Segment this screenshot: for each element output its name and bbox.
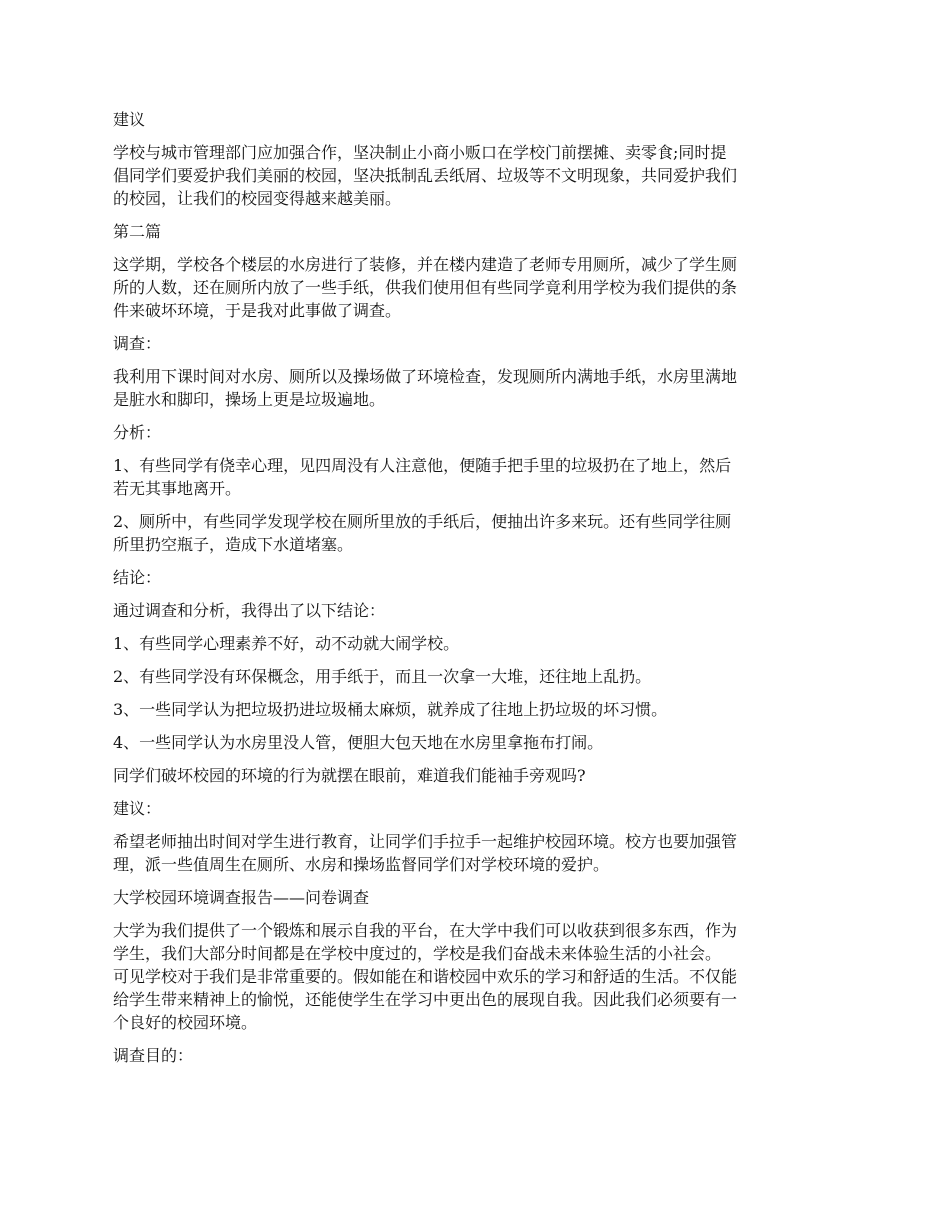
text-line: 学生，我们大部分时间都是在学校中度过的，学校是我们奋战未来体验生活的小社会。 bbox=[113, 944, 722, 963]
paragraph-suggestion-2 bbox=[113, 830, 843, 876]
text-line: 大学为我们提供了一个锻炼和展示自我的平台，在大学中我们可以收获到很多东西，作为 bbox=[113, 921, 738, 940]
text-line: 学校与城市管理部门应加强合作，坚决制止小商小贩口在学校门前摆摊、卖零食;同时提 bbox=[113, 143, 727, 162]
text-line: 这学期，学校各个楼层的水房进行了装修，并在楼内建造了老师专用厕所，减少了学生厕 bbox=[113, 255, 738, 274]
paragraph-university bbox=[113, 919, 843, 1034]
conclusion-item-3: 3、一些同学认为把垃圾扔进垃圾桶太麻烦，就养成了往地上扔垃圾的坏习惯。 bbox=[113, 700, 668, 719]
heading-survey-purpose: 调查目的： bbox=[113, 1046, 194, 1065]
heading-part-two: 第二篇 bbox=[113, 222, 162, 241]
text-line: 倡同学们要爱护我们美丽的校园，坚决抵制乱丢纸屑、垃圾等不文明现象，共同爱护我们 bbox=[113, 166, 738, 185]
conclusion-item-1: 1、有些同学心理素养不好，动不动就大闹学校。 bbox=[113, 634, 460, 653]
paragraph-investigation bbox=[113, 365, 843, 411]
heading-investigation: 调查： bbox=[113, 334, 162, 353]
paragraph-question: 同学们破坏校园的环境的行为就摆在眼前，难道我们能袖手旁观吗? bbox=[113, 766, 586, 785]
paragraph-suggestion-body bbox=[113, 141, 843, 210]
text-line: 若无其事地离开。 bbox=[113, 479, 242, 498]
text-line: 我利用下课时间对水房、厕所以及操场做了环境检查，发现厕所内满地手纸，水房里满地 bbox=[113, 367, 738, 386]
heading-survey-report: 大学校园环境调查报告——问卷调查 bbox=[113, 888, 370, 907]
text-line: 所里扔空瓶子，造成下水道堵塞。 bbox=[113, 535, 354, 554]
conclusion-item-2: 2、有些同学没有环保概念，用手纸于，而且一次拿一大堆，还往地上乱扔。 bbox=[113, 667, 652, 686]
text-line: 件来破坏环境，于是我对此事做了调查。 bbox=[113, 301, 402, 320]
analysis-item-2 bbox=[113, 510, 843, 556]
conclusion-item-4: 4、一些同学认为水房里没人管，便胆大包天地在水房里拿拖布打闹。 bbox=[113, 733, 604, 752]
text-line: 希望老师抽出时间对学生进行教育，让同学们手拉手一起维护校园环境。校方也要加强管 bbox=[113, 832, 738, 851]
heading-analysis: 分析： bbox=[113, 423, 162, 442]
text-line: 的校园，让我们的校园变得越来越美丽。 bbox=[113, 189, 402, 208]
analysis-item-1 bbox=[113, 454, 843, 500]
heading-conclusion: 结论： bbox=[113, 568, 162, 587]
text-line: 是脏水和脚印，操场上更是垃圾遍地。 bbox=[113, 390, 386, 409]
paragraph-intro bbox=[113, 253, 843, 322]
text-line: 理，派一些值周生在厕所、水房和操场监督同学们对学校环境的爱护。 bbox=[113, 855, 610, 874]
text-line: 可见学校对于我们是非常重要的。假如能在和谐校园中欢乐的学习和舒适的生活。不仅能 bbox=[113, 967, 738, 986]
heading-suggestion-2: 建议： bbox=[113, 799, 162, 818]
text-line: 2、厕所中，有些同学发现学校在厕所里放的手纸后，便抽出许多来玩。还有些同学往厕 bbox=[113, 512, 732, 531]
text-line: 1、有些同学有侥幸心理，见四周没有人注意他，便随手把手里的垃圾扔在了地上，然后 bbox=[113, 456, 732, 475]
paragraph-conclusion-intro: 通过调查和分析，我得出了以下结论： bbox=[113, 601, 386, 620]
document-page bbox=[113, 108, 843, 1067]
text-line: 所的人数，还在厕所内放了一些手纸，供我们使用但有些同学竟利用学校为我们提供的条 bbox=[113, 278, 738, 297]
text-line: 个良好的校园环境。 bbox=[113, 1013, 258, 1032]
heading-suggestion: 建议 bbox=[113, 110, 146, 129]
text-line: 给学生带来精神上的愉悦，还能使学生在学习中更出色的展现自我。因此我们必须要有一 bbox=[113, 990, 738, 1009]
